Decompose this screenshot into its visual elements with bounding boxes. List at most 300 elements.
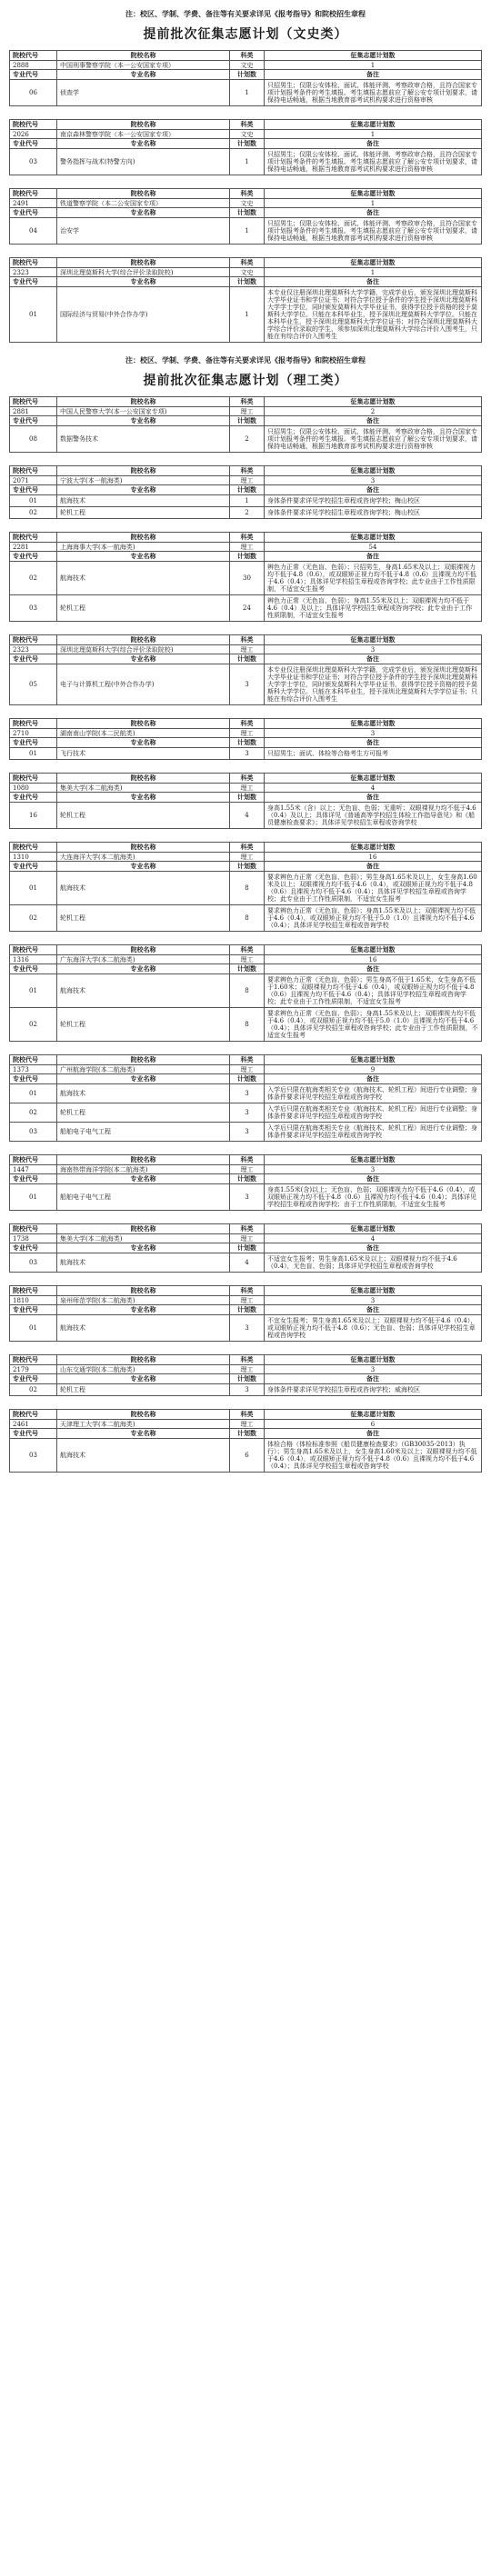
- major-header-cell: 备注: [265, 793, 482, 803]
- major-header-cell: 专业代号: [10, 277, 57, 287]
- school-header-row: [10, 51, 482, 61]
- school-header-cell: 院校代号: [10, 120, 57, 130]
- school-table: [9, 1409, 482, 1473]
- major-header-cell: 专业名称: [57, 1305, 230, 1315]
- school-plan-count: 16: [265, 955, 482, 964]
- section-note: 注：校区、学制、学费、备注等有关要求详见《报考指导》和院校招生章程: [125, 9, 366, 18]
- major-code: 02: [10, 1008, 57, 1042]
- major-note: 辨色力正常（无色盲、色弱）；只招男生，身高1.65米及以上；双眼裸视力均不低于4.8（0.6），或双眼矫正视力均不低于4.8（0.6）且裸视力均不低于4.6（0.4）；具体详见学校招生章程或咨询学校；此专业由于工作性质限制，不适宜女生报考: [265, 562, 482, 595]
- school-header-cell: 科类: [230, 635, 265, 645]
- major-name: 航海技术: [57, 1315, 230, 1342]
- school-header-cell: 征集志愿计划数: [265, 51, 482, 61]
- school-row: [10, 729, 482, 738]
- major-row: [10, 562, 482, 595]
- school-table: [9, 842, 482, 932]
- major-code: 16: [10, 803, 57, 829]
- major-header-cell: 专业代号: [10, 1174, 57, 1184]
- school-category: 理工: [230, 955, 265, 964]
- school-name: 海南热带海洋学院(本二航海类): [57, 1165, 230, 1174]
- major-header-cell: 专业名称: [57, 964, 230, 974]
- major-header-row: [10, 738, 482, 748]
- major-header-row: [10, 70, 482, 80]
- school-header-cell: 院校名称: [57, 774, 230, 784]
- school-header-row: [10, 719, 482, 729]
- school-table: [9, 465, 482, 519]
- school-header-row: [10, 1155, 482, 1165]
- major-header-cell: 计划数: [230, 1305, 265, 1315]
- school-header-cell: 科类: [230, 843, 265, 853]
- major-note: 身高1.55米(含)以上；无色盲、色弱；双眼裸视力均不低于4.6（0.4），或双眼矫正视力均不低于4.8（0.6）且裸视力均不低于4.6（0.4）；具体详见学校招生章程或咨询学校；由于工作性质限制，不适宜女生报考: [265, 1184, 482, 1211]
- school-category: 理工: [230, 407, 265, 416]
- school-code: 2491: [10, 199, 57, 208]
- school-table: [9, 1154, 482, 1211]
- school-row: [10, 199, 482, 208]
- major-plan-count: 2: [230, 507, 265, 519]
- school-name: 湖南南山学院(本二民航类): [57, 729, 230, 738]
- school-header-cell: 征集志愿计划数: [265, 258, 482, 268]
- school-header-row: [10, 1224, 482, 1234]
- major-note: 只招男生；仅限公安体检、面试、体能评测、考察政审合格，且符合国家专项计划报考条件的考生填报。考生填报志愿前应了解公安专项计划要求，请保持电话畅通，根据当地教育部考试机构要求进行资格审核: [265, 218, 482, 245]
- school-header-row: [10, 945, 482, 955]
- major-header-row: [10, 1374, 482, 1384]
- major-note: 身体条件要求详见学校招生章程或咨询学校；梅山校区: [265, 495, 482, 507]
- major-code: 04: [10, 218, 57, 245]
- major-header-cell: 专业名称: [57, 738, 230, 748]
- major-header-cell: 专业名称: [57, 1374, 230, 1384]
- school-plan-count: 4: [265, 784, 482, 793]
- school-header-row: [10, 1410, 482, 1420]
- major-plan-count: 3: [230, 748, 265, 760]
- major-header-cell: 专业名称: [57, 793, 230, 803]
- school-name: 集美大学(本二航海类): [57, 784, 230, 793]
- major-row: [10, 218, 482, 245]
- school-header-row: [10, 1055, 482, 1065]
- school-category: 理工: [230, 645, 265, 654]
- major-code: 02: [10, 562, 57, 595]
- major-header-cell: 备注: [265, 1174, 482, 1184]
- major-header-cell: 备注: [265, 738, 482, 748]
- major-name: 船舶电子电气工程: [57, 1184, 230, 1211]
- major-header-cell: 专业代号: [10, 793, 57, 803]
- school-header-row: [10, 120, 482, 130]
- school-header-cell: 院校代号: [10, 945, 57, 955]
- major-row: [10, 748, 482, 760]
- school-header-cell: 院校名称: [57, 189, 230, 199]
- school-category: 文史: [230, 61, 265, 70]
- school-header-cell: 科类: [230, 1286, 265, 1296]
- major-header-row: [10, 1174, 482, 1184]
- major-row: [10, 1123, 482, 1142]
- major-note: 要求辨色力正常（无色盲、色弱）；身高1.55米及以上；双眼裸视力均不低于4.6（0.4），或双眼矫正视力均不低于5.0（1.0）且裸视力均不低于4.6（0.4）；具体详见学校招生章程或咨询学校: [265, 905, 482, 932]
- major-note: 只招男生；面试、体检等合格考生方可报考: [265, 748, 482, 760]
- school-table: [9, 718, 482, 760]
- school-header-row: [10, 1355, 482, 1365]
- school-header-cell: 院校名称: [57, 51, 230, 61]
- major-row: [10, 974, 482, 1008]
- major-header-cell: 备注: [265, 70, 482, 80]
- major-header-cell: 专业代号: [10, 1429, 57, 1439]
- major-header-cell: 计划数: [230, 964, 265, 974]
- major-header-cell: 备注: [265, 277, 482, 287]
- school-header-cell: 科类: [230, 189, 265, 199]
- major-row: [10, 426, 482, 453]
- major-name: 轮机工程: [57, 507, 230, 519]
- major-header-row: [10, 416, 482, 426]
- school-table: [9, 944, 482, 1042]
- major-header-cell: 备注: [265, 208, 482, 218]
- major-note: 要求辨色力正常（无色盲、色弱）；身高1.55米及以上；双眼裸视力均不低于4.6（0.4），或双眼矫正视力均不低于5.0（1.0）且裸视力均不低于4.6（0.4）；具体详见学校招生章程或咨询学校；此专业由于工作性质限制，不适宜女生报考: [265, 1008, 482, 1042]
- school-name: 铁道警察学院（本二公安国家专项）: [57, 199, 230, 208]
- major-note: 只招男生；仅限公安体检、面试、体能评测、考察政审合格，且符合国家专项计划报考条件的考生填报。考生填报志愿前应了解公安专项计划要求，请保持电话畅通，根据当地教育部考试机构要求进行资格审核: [265, 149, 482, 175]
- school-row: [10, 543, 482, 552]
- major-note: 本专业仅注册深圳北理莫斯科大学学籍，完成学业后，颁发深圳北理莫斯科大学毕业证书和学位证书；对符合学位授予条件的学生授予深圳北理莫斯科大学学士学位，同时颁发莫斯科大学毕业证书，获得学位授予资格的授予莫斯科大学学位。只能在本科毕业生，授予深圳北理莫斯科大学学位。只能在本科毕业生，授予深圳北理莫斯科大学学位证书；对符合深圳北理莫斯科大学综合评价录取的学生，须参加深圳北理莫斯科大学综合评价入围考生，只能在有综合评价入围考生: [265, 287, 482, 343]
- major-header-cell: 专业代号: [10, 1243, 57, 1253]
- major-plan-count: 3: [230, 1103, 265, 1123]
- school-row: [10, 645, 482, 654]
- school-header-cell: 科类: [230, 120, 265, 130]
- major-code: 01: [10, 974, 57, 1008]
- school-header-cell: 征集志愿计划数: [265, 466, 482, 476]
- major-plan-count: 8: [230, 974, 265, 1008]
- major-header-cell: 专业代号: [10, 1374, 57, 1384]
- major-code: 01: [10, 748, 57, 760]
- school-header-cell: 院校代号: [10, 1055, 57, 1065]
- school-row: [10, 1420, 482, 1429]
- school-category: 理工: [230, 1296, 265, 1305]
- school-row: [10, 784, 482, 793]
- school-name: 宁波大学(本一航海类): [57, 476, 230, 485]
- school-header-cell: 院校代号: [10, 466, 57, 476]
- school-row: [10, 130, 482, 139]
- major-code: 02: [10, 1384, 57, 1396]
- school-name: 深圳北理莫斯科大学(综合评价录取院校): [57, 268, 230, 277]
- school-table: [9, 634, 482, 705]
- major-header-cell: 计划数: [230, 1243, 265, 1253]
- major-header-row: [10, 139, 482, 149]
- major-header-cell: 专业名称: [57, 70, 230, 80]
- section-note: 注：校区、学制、学费、备注等有关要求详见《报考指导》和院校招生章程: [125, 355, 366, 364]
- school-header-cell: 科类: [230, 1055, 265, 1065]
- major-header-cell: 专业代号: [10, 208, 57, 218]
- school-header-cell: 科类: [230, 1155, 265, 1165]
- major-row: [10, 905, 482, 932]
- school-header-cell: 院校名称: [57, 258, 230, 268]
- major-note: 只招男生；仅限公安体检、面试、体能评测、考察政审合格，且符合国家专项计划报考条件的考生填报。考生填报志愿前应了解公安专项计划要求，请保持电话畅通，根据当地教育部考试机构要求进行资格审核: [265, 80, 482, 106]
- school-row: [10, 268, 482, 277]
- major-header-row: [10, 1429, 482, 1439]
- school-code: 2281: [10, 543, 57, 552]
- school-code: 1080: [10, 784, 57, 793]
- school-header-row: [10, 843, 482, 853]
- school-code: 1316: [10, 955, 57, 964]
- major-header-cell: 专业名称: [57, 654, 230, 664]
- major-plan-count: 1: [230, 218, 265, 245]
- school-header-cell: 征集志愿计划数: [265, 774, 482, 784]
- school-header-cell: 征集志愿计划数: [265, 1410, 482, 1420]
- major-header-row: [10, 485, 482, 495]
- major-header-cell: 计划数: [230, 1074, 265, 1084]
- school-code: 1373: [10, 1065, 57, 1074]
- major-header-cell: 计划数: [230, 793, 265, 803]
- major-header-row: [10, 793, 482, 803]
- school-header-cell: 征集志愿计划数: [265, 945, 482, 955]
- major-plan-count: 24: [230, 595, 265, 622]
- school-header-cell: 征集志愿计划数: [265, 635, 482, 645]
- major-header-cell: 专业名称: [57, 1074, 230, 1084]
- school-table: [9, 257, 482, 343]
- school-header-row: [10, 189, 482, 199]
- school-header-cell: 院校代号: [10, 189, 57, 199]
- major-name: 航海技术: [57, 1084, 230, 1103]
- school-code: 2323: [10, 645, 57, 654]
- school-plan-count: 2: [265, 407, 482, 416]
- major-note: 不适宜女生报考；男生身高1.65米及以上；双眼裸视力均不低于4.6（0.4），无色盲、色弱；具体详见学校招生章程或咨询学校: [265, 1253, 482, 1273]
- major-header-cell: 备注: [265, 485, 482, 495]
- school-header-row: [10, 466, 482, 476]
- school-category: 理工: [230, 729, 265, 738]
- school-header-cell: 征集志愿计划数: [265, 397, 482, 407]
- school-plan-count: 4: [265, 1234, 482, 1243]
- major-name: 飞行技术: [57, 748, 230, 760]
- major-header-cell: 专业代号: [10, 1305, 57, 1315]
- major-note: 身体条件要求详见学校招生章程或咨询学校；威海校区: [265, 1384, 482, 1396]
- major-header-cell: 专业名称: [57, 485, 230, 495]
- major-plan-count: 3: [230, 664, 265, 705]
- school-table: [9, 119, 482, 175]
- major-code: 03: [10, 1439, 57, 1473]
- major-header-cell: 专业代号: [10, 485, 57, 495]
- school-code: 2881: [10, 407, 57, 416]
- school-header-cell: 院校名称: [57, 397, 230, 407]
- school-row: [10, 955, 482, 964]
- school-header-cell: 院校名称: [57, 120, 230, 130]
- school-name: 上海海事大学(本一航海类): [57, 543, 230, 552]
- school-plan-count: 3: [265, 476, 482, 485]
- school-code: 1447: [10, 1165, 57, 1174]
- school-name: 广州航海学院(本二航海类): [57, 1065, 230, 1074]
- major-code: 02: [10, 905, 57, 932]
- major-header-cell: 计划数: [230, 1429, 265, 1439]
- school-row: [10, 853, 482, 862]
- school-header-row: [10, 1286, 482, 1296]
- major-name: 航海技术: [57, 562, 230, 595]
- major-plan-count: 4: [230, 803, 265, 829]
- major-row: [10, 872, 482, 905]
- school-header-cell: 征集志愿计划数: [265, 843, 482, 853]
- major-note: 只招男生；仅限公安体检、面试、体能评测、考察政审合格，且符合国家专项计划报考条件的考生填报。考生填报志愿前应了解公安专项计划要求，请保持电话畅通，根据当地教育部考试机构要求进行资格审核: [265, 426, 482, 453]
- major-plan-count: 2: [230, 426, 265, 453]
- major-row: [10, 1315, 482, 1342]
- school-header-row: [10, 258, 482, 268]
- school-header-cell: 征集志愿计划数: [265, 1155, 482, 1165]
- school-header-cell: 院校名称: [57, 1055, 230, 1065]
- major-name: 船舶电子电气工程: [57, 1123, 230, 1142]
- school-category: 文史: [230, 199, 265, 208]
- school-header-row: [10, 774, 482, 784]
- school-header-cell: 院校代号: [10, 774, 57, 784]
- school-header-cell: 院校名称: [57, 1355, 230, 1365]
- major-plan-count: 3: [230, 1184, 265, 1211]
- school-table: [9, 50, 482, 106]
- school-code: 1738: [10, 1234, 57, 1243]
- section-title: 提前批次征集志愿计划（文史类）: [143, 27, 348, 42]
- school-table: [9, 1054, 482, 1142]
- school-header-row: [10, 635, 482, 645]
- section-title: 提前批次征集志愿计划（理工类）: [143, 374, 348, 388]
- school-header-cell: 院校名称: [57, 843, 230, 853]
- major-header-cell: 备注: [265, 1305, 482, 1315]
- major-name: 轮机工程: [57, 803, 230, 829]
- school-header-cell: 征集志愿计划数: [265, 189, 482, 199]
- major-plan-count: 8: [230, 1008, 265, 1042]
- major-header-cell: 专业代号: [10, 738, 57, 748]
- school-category: 理工: [230, 1420, 265, 1429]
- major-code: 05: [10, 664, 57, 705]
- major-header-row: [10, 552, 482, 562]
- school-header-row: [10, 397, 482, 407]
- major-name: 轮机工程: [57, 1008, 230, 1042]
- school-row: [10, 1065, 482, 1074]
- school-header-cell: 院校代号: [10, 1224, 57, 1234]
- school-plan-count: 16: [265, 853, 482, 862]
- major-header-cell: 备注: [265, 552, 482, 562]
- major-name: 航海技术: [57, 872, 230, 905]
- school-header-cell: 院校代号: [10, 533, 57, 543]
- major-code: 08: [10, 426, 57, 453]
- school-header-cell: 征集志愿计划数: [265, 1286, 482, 1296]
- school-header-cell: 院校代号: [10, 635, 57, 645]
- major-note: 入学后只限在航海类相关专业（航海技术、轮机工程）间进行专业调整；身体条件要求详见学校招生章程或咨询学校: [265, 1084, 482, 1103]
- major-note: 本专业仅注册深圳北理莫斯科大学学籍，完成学业后，颁发深圳北理莫斯科大学毕业证书和学位证书；对符合学位授予条件的学生授予深圳北理莫斯科大学学士学位，同时颁发莫斯科大学毕业证书，获得学位授予资格的授予莫斯科大学学位。只能在本科毕业生，授予深圳北理莫斯科大学学位证书；只能在有综合评价入围考生: [265, 664, 482, 705]
- school-table: [9, 532, 482, 622]
- major-name: 侦查学: [57, 80, 230, 106]
- major-header-row: [10, 862, 482, 872]
- major-header-cell: 计划数: [230, 485, 265, 495]
- school-code: 2461: [10, 1420, 57, 1429]
- major-row: [10, 1184, 482, 1211]
- school-code: 2071: [10, 476, 57, 485]
- school-name: 大连海洋大学(本二航海类): [57, 853, 230, 862]
- school-category: 理工: [230, 476, 265, 485]
- major-header-cell: 专业代号: [10, 552, 57, 562]
- major-header-cell: 备注: [265, 416, 482, 426]
- school-category: 理工: [230, 1065, 265, 1074]
- school-header-cell: 科类: [230, 719, 265, 729]
- major-code: 03: [10, 1123, 57, 1142]
- school-code: 2323: [10, 268, 57, 277]
- major-note: 入学后只限在航海类相关专业（航海技术、轮机工程）间进行专业调整；身体条件要求详见学校招生章程或咨询学校: [265, 1103, 482, 1123]
- school-plan-count: 6: [265, 1420, 482, 1429]
- major-header-cell: 专业代号: [10, 416, 57, 426]
- major-header-cell: 专业名称: [57, 416, 230, 426]
- school-header-cell: 院校代号: [10, 719, 57, 729]
- school-header-cell: 院校代号: [10, 1155, 57, 1165]
- school-name: 深圳北理莫斯科大学(综合评价录取院校): [57, 645, 230, 654]
- major-header-cell: 计划数: [230, 139, 265, 149]
- major-header-row: [10, 654, 482, 664]
- major-name: 轮机工程: [57, 595, 230, 622]
- school-table: [9, 1285, 482, 1342]
- major-code: 01: [10, 1315, 57, 1342]
- major-row: [10, 287, 482, 343]
- major-code: 01: [10, 1084, 57, 1103]
- school-table: [9, 1223, 482, 1273]
- major-header-cell: 计划数: [230, 862, 265, 872]
- major-header-cell: 计划数: [230, 552, 265, 562]
- school-code: 2026: [10, 130, 57, 139]
- major-row: [10, 1253, 482, 1273]
- school-plan-count: 9: [265, 1065, 482, 1074]
- major-code: 03: [10, 149, 57, 175]
- major-note: 体检合格（体检标准参照《船员健康检查要求》（GB30035-2013）执行）；男生身高1.65米及以上，女生身高1.60米及以上；双眼裸视力均不低于4.6（0.4），或双眼矫正视力均不低于4.8（0.6）且裸视力均不低于4.6（0.4）；具体详见学校招生章程或咨询学校: [265, 1439, 482, 1473]
- major-name: 轮机工程: [57, 905, 230, 932]
- major-plan-count: 3: [230, 1084, 265, 1103]
- school-plan-count: 1: [265, 130, 482, 139]
- school-code: 1810: [10, 1296, 57, 1305]
- major-note: 辨色力正常（无色盲、色弱）；身高1.55米及以上；双眼裸视力均不低于4.6（0.4）及以上；具体详见学校招生章程或咨询学校；此专业由于工作性质限制，不适宜女生报考: [265, 595, 482, 622]
- school-header-cell: 院校名称: [57, 533, 230, 543]
- major-header-cell: 计划数: [230, 416, 265, 426]
- major-plan-count: 6: [230, 1439, 265, 1473]
- major-name: 轮机工程: [57, 1384, 230, 1396]
- school-name: 中国刑事警察学院（本一公安国家专项）: [57, 61, 230, 70]
- major-code: 01: [10, 287, 57, 343]
- major-row: [10, 803, 482, 829]
- school-plan-count: 3: [265, 645, 482, 654]
- school-category: 理工: [230, 1165, 265, 1174]
- school-header-cell: 院校代号: [10, 51, 57, 61]
- major-row: [10, 1084, 482, 1103]
- school-header-cell: 征集志愿计划数: [265, 1355, 482, 1365]
- major-note: 入学后只限在航海类相关专业（航海技术、轮机工程）间进行专业调整；身体条件要求详见学校招生章程或咨询学校: [265, 1123, 482, 1142]
- school-header-cell: 院校名称: [57, 1155, 230, 1165]
- major-code: 01: [10, 1184, 57, 1211]
- school-header-cell: 征集志愿计划数: [265, 1055, 482, 1065]
- school-category: 文史: [230, 130, 265, 139]
- school-header-cell: 院校名称: [57, 466, 230, 476]
- major-header-cell: 备注: [265, 964, 482, 974]
- major-note: 不宜女生报考；男生身高1.65米及以上；双眼裸视力均不低于4.6（0.4），或双眼矫正视力均不低于4.8（0.6）；无色盲、色弱；具体详见学校招生章程或咨询学校: [265, 1315, 482, 1342]
- school-header-cell: 征集志愿计划数: [265, 719, 482, 729]
- major-code: 03: [10, 1253, 57, 1273]
- school-code: 1310: [10, 853, 57, 862]
- major-row: [10, 149, 482, 175]
- major-header-cell: 计划数: [230, 738, 265, 748]
- school-code: 2710: [10, 729, 57, 738]
- major-note: 要求辨色力正常（无色盲、色弱）；男生身高不低于1.65米，女生身高不低于1.60米；双眼裸视力均不低于4.6（0.4），或双眼矫正视力均不低于4.8（0.6）且裸视力均不低于4.6（0.4）；具体详见学校招生章程或咨询学校；此专业由于工作性质限制，不适宜女生报考: [265, 974, 482, 1008]
- school-plan-count: 54: [265, 543, 482, 552]
- school-table: [9, 396, 482, 453]
- major-header-cell: 计划数: [230, 277, 265, 287]
- school-header-cell: 院校名称: [57, 1410, 230, 1420]
- major-header-cell: 备注: [265, 862, 482, 872]
- school-name: 南京森林警察学院（本一公安国家专项）: [57, 130, 230, 139]
- major-name: 航海技术: [57, 1439, 230, 1473]
- major-header-cell: 专业名称: [57, 208, 230, 218]
- major-header-row: [10, 1305, 482, 1315]
- school-header-cell: 院校代号: [10, 1286, 57, 1296]
- school-header-cell: 科类: [230, 258, 265, 268]
- major-name: 航海技术: [57, 1253, 230, 1273]
- major-header-cell: 备注: [265, 1429, 482, 1439]
- major-header-row: [10, 1243, 482, 1253]
- major-header-cell: 计划数: [230, 70, 265, 80]
- school-category: 理工: [230, 1234, 265, 1243]
- major-header-cell: 专业代号: [10, 654, 57, 664]
- school-table: [9, 188, 482, 245]
- school-header-cell: 科类: [230, 533, 265, 543]
- major-header-cell: 专业名称: [57, 1243, 230, 1253]
